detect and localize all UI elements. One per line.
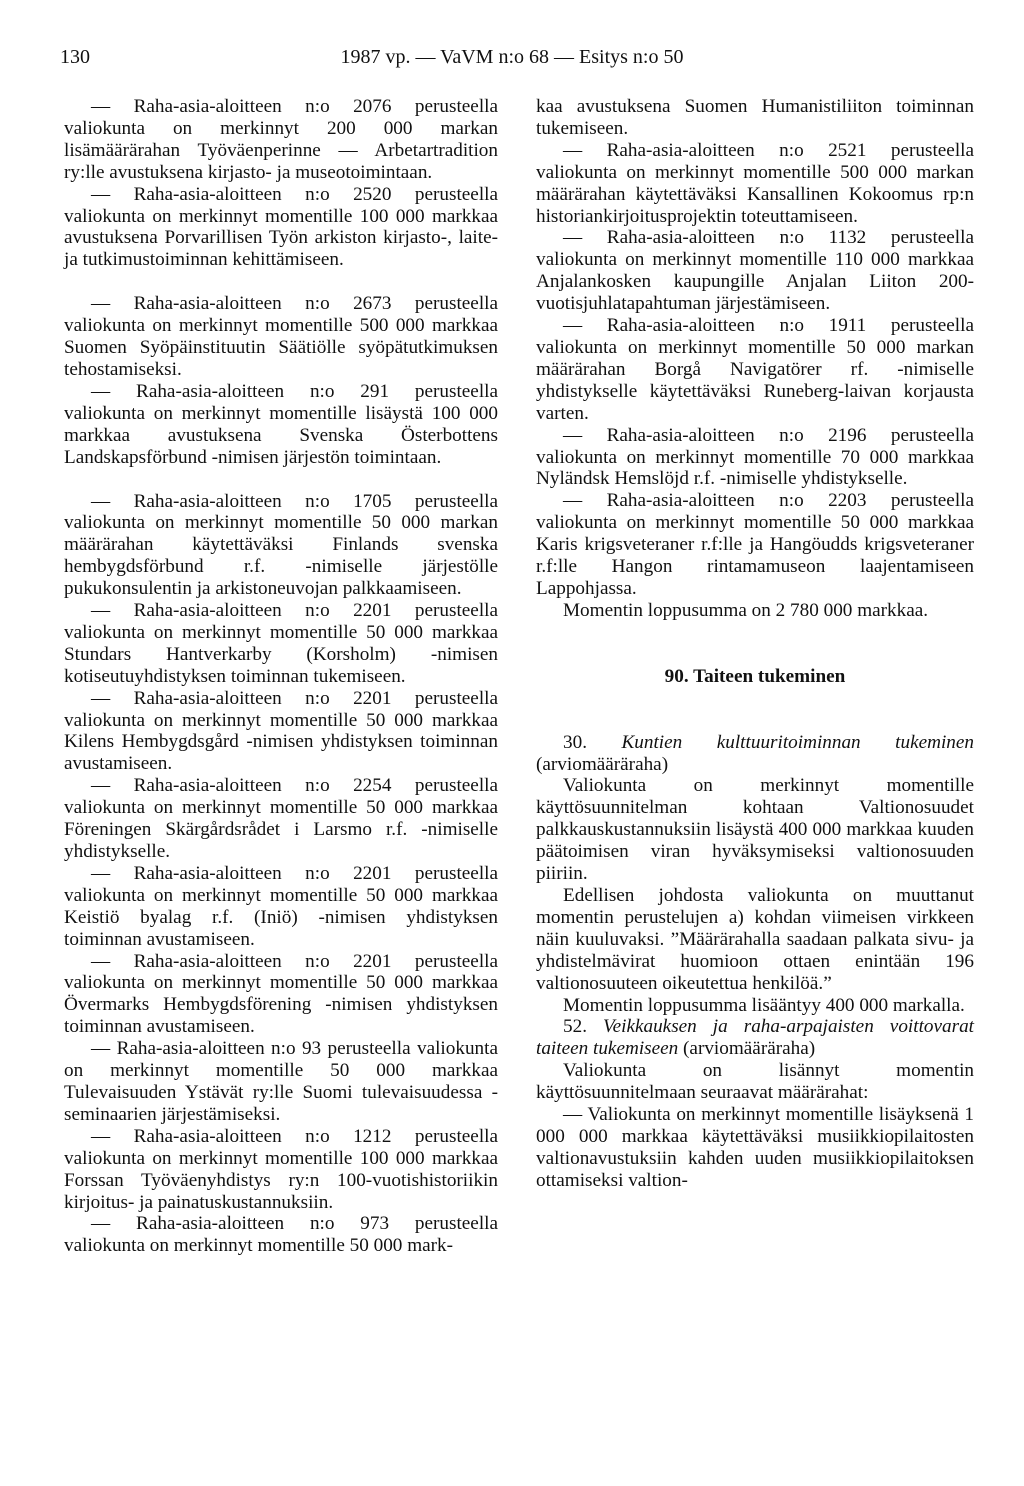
- paragraph: — Raha-asia-aloitteen n:o 2521 perusteella valiokunta on merkinnyt momentille 500 000 markan määrärahan käytettäväksi Kansallinen Kokoomus rp:n historiankirjoitusprojektin toteuttamiseen.: [536, 139, 974, 227]
- paragraph: — Raha-asia-aloitteen n:o 1132 perusteella valiokunta on merkinnyt momentille 110 000 markkaa Anjalankosken kaupungille Anjalan Liiton 200-vuotisjuhlatapahtuman järjestämiseen.: [536, 227, 974, 315]
- paragraph: — Raha-asia-aloitteen n:o 2201 perusteella valiokunta on merkinnyt momentille 50 000 markkaa Kilens Hembygdsgård -nimisen yhdistyksen toiminnan avustamiseen.: [64, 687, 498, 775]
- item-heading: [536, 1016, 974, 1060]
- section-heading: 90. Taiteen tukeminen: [664, 665, 846, 687]
- paragraph: Edellisen johdosta valiokunta on muuttanut momentin perustelujen a) kohdan viimeisen virkkeen näin kuuluvaksi. ”Määrärahalla saadaan palkata sivu- ja yhdistelmävirat huomioon ottaen enintään 196 valtionosuuteen oikeutettua henkilöä.”: [536, 885, 974, 994]
- paragraph: — Raha-asia-aloitteen n:o 2520 perusteella valiokunta on merkinnyt momentille 100 000 markkaa avustuksena Porvarillisen Työn arkiston kirjasto-, laite- ja tutkimustoiminnan kehittämiseen.: [64, 183, 498, 271]
- page-header: [0, 46, 1024, 76]
- paragraph: — Raha-asia-aloitteen n:o 291 perusteella valiokunta on merkinnyt momentille lisäystä 100 000 markkaa avustuksena Svenska Österbottens Landskapsförbund -nimisen järjestön toimintaan.: [64, 380, 498, 468]
- paragraph: — Raha-asia-aloitteen n:o 2201 perusteella valiokunta on merkinnyt momentille 50 000 markkaa Övermarks Hembygdsförening -nimisen yhdistyksen toiminnan avustamiseen.: [64, 950, 498, 1038]
- paragraph: — Raha-asia-aloitteen n:o 973 perusteella valiokunta on merkinnyt momentille 50 000 mark-: [64, 1213, 498, 1257]
- paragraph: Momentin loppusumma lisääntyy 400 000 markalla.: [563, 994, 965, 1016]
- paragraph: — Raha-asia-aloitteen n:o 2196 perusteella valiokunta on merkinnyt momentille 70 000 markkaa Nyländsk Hemslöjd r.f. -nimiselle yhdistykselle.: [536, 424, 974, 490]
- left-column: [64, 96, 498, 1257]
- total-paragraph: Momentin loppusumma on 2 780 000 markkaa.: [563, 599, 929, 621]
- paragraph: Valiokunta on merkinnyt momentille käyttösuunnitelman kohtaan Valtionosuudet palkkauskustannuksiin lisäystä 400 000 markkaa kuuden päätoimisen viran hyväksymiseksi valtionosuuden piiriin.: [536, 775, 974, 885]
- paragraph: — Raha-asia-aloitteen n:o 1911 perusteella valiokunta on merkinnyt momentille 50 000 markan määrärahan Borgå Navigatörer rf. -nimiselle yhdistykselle käytettäväksi Runeberg-laivan korjausta varten.: [536, 315, 974, 424]
- item-title: Kuntien kulttuuritoiminnan tukeminen: [621, 731, 974, 753]
- paragraph: — Raha-asia-aloitteen n:o 2201 perusteella valiokunta on merkinnyt momentille 50 000 markkaa Stundars Hantverkarby (Korsholm) -nimisen kotiseutuyhdistyksen toiminnan tukemiseen.: [64, 600, 498, 687]
- paragraph: — Raha-asia-aloitteen n:o 2076 perusteella valiokunta on merkinnyt 200 000 markan lisämäärärahan Työväenperinne — Arbetartradition ry:lle avustuksena kirjasto- ja museotoimintaan.: [64, 96, 498, 183]
- paragraph: — Valiokunta on merkinnyt momentille lisäyksenä 1 000 000 markkaa käytettäväksi musiikkiopilaitosten valtionavustuksiin kahden uuden musiikkiopilaitoksen ottamiseksi valtion-: [536, 1104, 974, 1191]
- paragraph: — Raha-asia-aloitteen n:o 1212 perusteella valiokunta on merkinnyt momentille 100 000 markkaa Forssan Työväenyhdistys ry:n 100-vuotishistoriikin kirjoitus- ja painatuskustannuksiin.: [64, 1125, 498, 1213]
- right-column: [536, 96, 974, 1192]
- item-number: 30.: [563, 731, 587, 753]
- item-title: Veikkauksen ja raha-arpajaisten voittovarat taiteen tukemiseen: [536, 1016, 974, 1060]
- item-type: (arviomääräraha): [683, 1038, 816, 1060]
- paragraph: — Raha-asia-aloitteen n:o 2201 perusteella valiokunta on merkinnyt momentille 50 000 markkaa Keistiö byalag r.f. (Iniö) -nimisen yhdistyksen toiminnan avustamiseen.: [64, 862, 498, 950]
- paragraph: — Raha-asia-aloitteen n:o 2673 perusteella valiokunta on merkinnyt momentille 500 000 markkaa Suomen Syöpäinstituutin Säätiölle syöpätutkimuksen tehostamiseksi.: [64, 293, 498, 380]
- item-heading: [536, 732, 974, 776]
- paragraph: — Raha-asia-aloitteen n:o 1705 perusteella valiokunta on merkinnyt momentille 50 000 markan määrärahan käytettäväksi Finlands svenska hembygdsförbund r.f. -nimiselle järjestölle pukukonsulentin ja arkistoneuvojan palkkaamiseen.: [64, 490, 498, 600]
- paragraph: Valiokunta on lisännyt momentin käyttösuunnitelmaan seuraavat määrärahat:: [536, 1060, 974, 1104]
- paragraph: — Raha-asia-aloitteen n:o 2203 perusteella valiokunta on merkinnyt momentille 50 000 markkaa Karis krigsveteraner r.f:lle ja Hangöudds krigsveteraner r.f:lle Hangon rintamamuseon laajentamiseen Lappohjassa.: [536, 490, 974, 599]
- page-number: 130: [60, 46, 90, 68]
- item-number: 52.: [563, 1016, 587, 1038]
- paragraph: — Raha-asia-aloitteen n:o 93 perusteella valiokunta on merkinnyt momentille 50 000 markkaa Tulevaisuuden Ystävät ry:lle Suomi tulevaisuudessa -seminaarien järjestämiseksi.: [64, 1038, 498, 1125]
- paragraph-continuation: kaa avustuksena Suomen Humanistiliiton toiminnan tukemiseen.: [536, 96, 974, 139]
- paragraph: — Raha-asia-aloitteen n:o 2254 perusteella valiokunta on merkinnyt momentille 50 000 markkaa Föreningen Skärgårdsrådet i Larsmo r.f. -nimiselle yhdistykselle.: [64, 775, 498, 862]
- running-head: 1987 vp. — VaVM n:o 68 — Esitys n:o 50: [340, 46, 684, 68]
- item-type: (arviomääräraha): [536, 753, 669, 775]
